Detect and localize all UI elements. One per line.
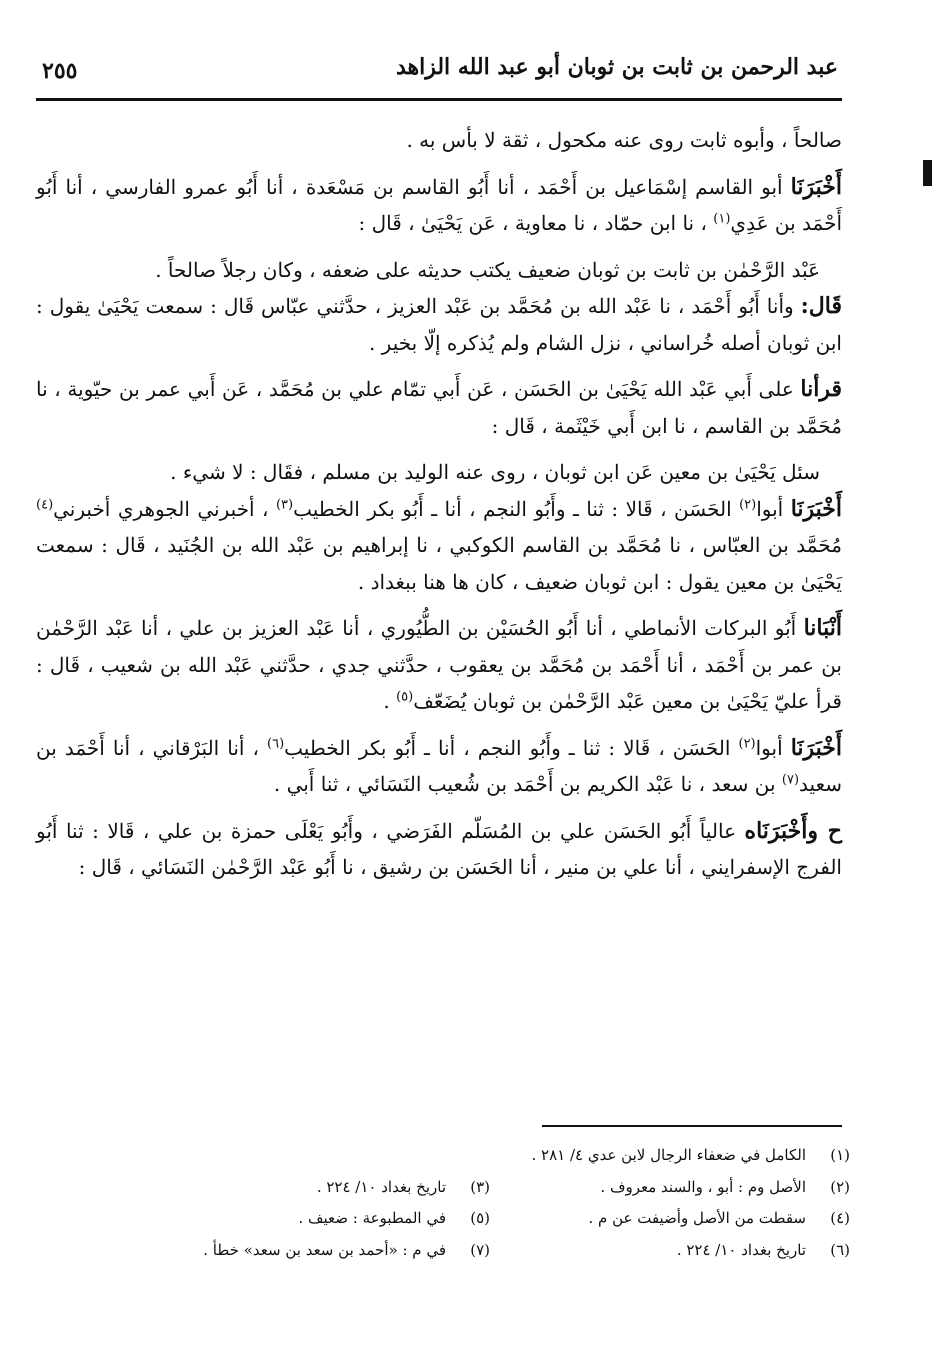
footnote-6 xyxy=(490,1235,850,1267)
paragraph-2 xyxy=(36,169,842,242)
paragraph-text: الحَسَن ، قَالا : ثنا ـ وأَبُو النجم ، أنا ـ أَبُو بكر الخطيب xyxy=(293,496,740,521)
paragraph-text: ، أنا البَرْقاني ، أنا أَحْمَد بن سعيد xyxy=(36,735,842,796)
footnote-4 xyxy=(490,1203,850,1235)
main-text xyxy=(36,122,842,886)
footnote-text: الأصل وم : أبو ، والسند معروف . xyxy=(600,1177,806,1196)
paragraph-lead: أَخْبَرَنَا xyxy=(790,495,843,522)
paragraph-text: أَبُو البركات الأنماطي ، أنا أَبُو الحُسَيْن بن الطُّيُوري ، أنا عَبْد العزيز بن علي ، أنا عَبْد الرَّحْمٰن بن عمر بن أَحْمَد ، أنا أَحْمَد بن مُحَمَّد بن يعقوب ، حدَّثني جدي ، حدَّثني عَبْد الله بن شعيب ، قَال : قرأ عليّ يَحْيَىٰ بن معين عَبْد الرَّحْمٰن بن ثوبان يُضَعّف xyxy=(36,616,842,713)
footnote-row xyxy=(100,1140,850,1172)
footnotes xyxy=(100,1140,850,1266)
paragraph-text: أبو القاسم إسْمَاعيل بن أَحْمَد ، أنا أَبُو القاسم بن مَسْعَدة ، أنا أَبُو عمرو الفارسي ، أنا أَبُو أَحْمَد بن عَدِي xyxy=(36,174,842,235)
paragraph-text: سئل يَحْيَىٰ بن معين عَن ابن ثوبان ، روى عنه الوليد بن مسلم ، فقَال : لا شيء . xyxy=(170,460,820,484)
footnote-ref: (٢) xyxy=(738,735,756,751)
running-title: عبد الرحمن بن ثابت بن ثوبان أبو عبد الله الزاهد xyxy=(395,54,838,80)
footnote-7 xyxy=(130,1235,490,1267)
footnote-text: الكامل في ضعفاء الرجال لابن عدي ٤/ ٢٨١ . xyxy=(531,1146,806,1164)
margin-mark xyxy=(923,160,932,186)
footnote-number: (٢) xyxy=(830,1177,850,1196)
paragraph-5 xyxy=(36,371,842,444)
paragraph-3 xyxy=(36,252,842,289)
footnote-row xyxy=(100,1235,850,1267)
paragraph-text: الحَسَن ، قَالا : ثنا ـ وأَبُو النجم ، أنا ـ أَبُو بكر الخطيب xyxy=(284,735,739,760)
footnote-number: (٥) xyxy=(470,1209,490,1227)
paragraph-8 xyxy=(36,610,842,720)
footnote-3 xyxy=(130,1172,490,1204)
footnote-number: (٤) xyxy=(830,1209,850,1227)
paragraph-lead: قَال: xyxy=(800,293,842,319)
paragraph-4 xyxy=(36,288,842,361)
footnote-text: تاريخ بغداد ١٠/ ٢٢٤ . xyxy=(676,1240,806,1259)
footnote-row xyxy=(100,1203,850,1235)
paragraph-lead: ح وأَخْبَرَنَاه xyxy=(744,817,843,844)
footnote-number: (٧) xyxy=(470,1240,490,1259)
footnote-1 xyxy=(531,1140,850,1172)
paragraph-9 xyxy=(36,730,842,803)
footnote-ref: (٦) xyxy=(267,735,285,751)
footnote-ref: (٤) xyxy=(36,496,54,512)
footnote-number: (٦) xyxy=(830,1240,850,1259)
footnote-text: سقطت من الأصل وأضيفت عن م . xyxy=(588,1209,806,1227)
paragraph-text: أبوا xyxy=(755,735,791,760)
paragraph-lead: قرأنا xyxy=(800,376,843,402)
footnote-ref: (١) xyxy=(713,211,731,227)
footnote-ref: (٧) xyxy=(781,772,800,788)
footnote-number: (٣) xyxy=(470,1177,490,1196)
footnote-rule xyxy=(542,1125,842,1127)
paragraph-text: عَبْد الرَّحْمٰن بن ثابت بن ثوبان ضعيف يكتب حديثه على ضعفه ، وكان رجلاً صالحاً . xyxy=(155,257,820,282)
footnote-text: في م : «أحمد بن سعد بن سعد» خطأ . xyxy=(203,1240,446,1259)
paragraph-lead: أَنْبَانا xyxy=(803,615,842,641)
footnote-row xyxy=(100,1172,850,1204)
paragraph-1 xyxy=(36,122,842,159)
paragraph-text: بن سعد ، نا عَبْد الكريم بن أَحْمَد بن شُعيب النَسَائي ، ثنا أَبي . xyxy=(273,772,782,796)
paragraph-text: وأنا أَبُو أَحْمَد ، نا عَبْد الله بن مُحَمَّد بن عَبْد العزيز ، حدَّثني عبّاس قَال : سمعت يَحْيَىٰ يقول : ابن ثوبان أصله خُراساني ، نزل الشام ولم يُذكره إلّا بخير . xyxy=(36,294,842,355)
paragraph-text: عالياً أَبُو الحَسَن علي بن المُسَلّم الفَرَضي ، وأَبُو يَعْلَى حمزة بن علي ، قَالا : ثنا أَبُو الفرج الإسفرايني ، أنا علي بن منير ، أنا الحَسَن بن رشيق ، نا أَبُو عَبْد الرَّحْمٰن النَسَائي ، قَال : xyxy=(36,818,842,879)
paragraph-text: ، أخبرني الجوهري أخبرني xyxy=(53,496,276,521)
paragraph-7 xyxy=(36,491,842,601)
header-rule xyxy=(36,98,842,101)
paragraph-lead: أَخْبَرَنَا xyxy=(790,734,843,761)
footnote-text: تاريخ بغداد ١٠/ ٢٢٤ . xyxy=(316,1177,446,1196)
page-number: ٢٥٥ xyxy=(42,58,78,84)
paragraph-6 xyxy=(36,454,842,491)
paragraph-text: على أَبي عَبْد الله يَحْيَىٰ بن الحَسَن ، عَن أَبي تمّام علي بن مُحَمَّد ، عَن أَبي عمر بن حيّوية ، نا مُحَمَّد بن القاسم ، نا ابن أَبي خَيْثَمة ، قَال : xyxy=(36,377,842,438)
paragraph-text: . xyxy=(383,689,397,713)
paragraph-lead: أَخْبَرَنَا xyxy=(790,173,842,200)
footnote-ref: (٢) xyxy=(739,496,757,512)
footnote-text: في المطبوعة : ضعيف . xyxy=(298,1209,446,1227)
footnote-2 xyxy=(490,1172,850,1204)
footnote-number: (١) xyxy=(830,1146,850,1164)
paragraph-text: ، نا ابن حمّاد ، نا معاوية ، عَن يَحْيَىٰ ، قَال : xyxy=(358,211,714,235)
footnote-ref: (٥) xyxy=(396,689,414,705)
footnote-ref: (٣) xyxy=(275,496,294,512)
paragraph-10 xyxy=(36,813,842,886)
footnote-5 xyxy=(130,1203,490,1235)
paragraph-text: أبوا xyxy=(756,496,791,521)
paragraph-text: صالحاً ، وأبوه ثابت روى عنه مكحول ، ثقة لا بأس به . xyxy=(406,128,842,152)
paragraph-text: مُحَمَّد بن العبّاس ، نا مُحَمَّد بن القاسم الكوكبي ، نا إبراهيم بن عَبْد الله بن الجُنَيد ، قَال : سمعت يَحْيَىٰ بن معين يقول : ابن ثوبان ضعيف ، كان ها هنا ببغداد . xyxy=(36,533,842,594)
